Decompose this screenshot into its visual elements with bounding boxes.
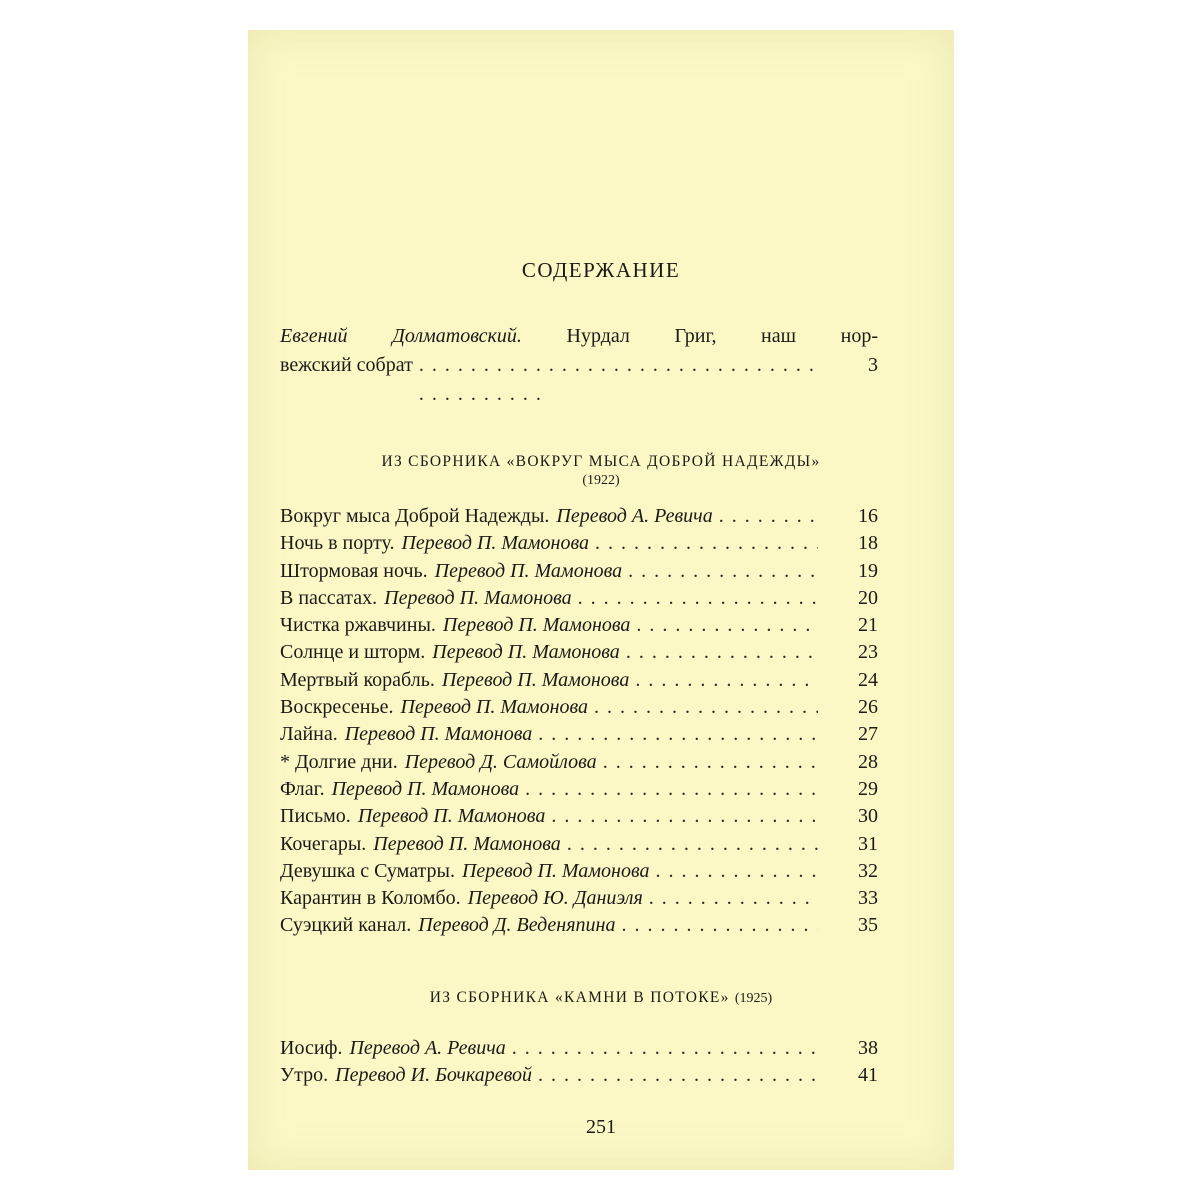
dot-leader bbox=[538, 1062, 818, 1089]
section-year-2: (1925) bbox=[734, 991, 773, 1006]
entry-translator: Перевод П. Мамонова bbox=[373, 832, 561, 855]
dot-leader bbox=[628, 558, 818, 585]
entry-page-number: 21 bbox=[858, 614, 878, 637]
book-page bbox=[248, 30, 954, 1170]
toc-entry bbox=[280, 749, 878, 776]
entry-title: Суэцкий канал. bbox=[280, 914, 412, 937]
entry-page-number: 24 bbox=[858, 668, 878, 691]
entry-title: Воскресенье. bbox=[280, 696, 394, 719]
toc-entry bbox=[280, 1062, 878, 1089]
dot-leader bbox=[419, 351, 818, 409]
entry-title: Чистка ржавчины. bbox=[280, 614, 436, 637]
entry-title: Солнце и шторм. bbox=[280, 641, 426, 664]
toc-entry bbox=[280, 503, 878, 530]
toc-entry bbox=[280, 912, 878, 939]
entry-translator: Перевод П. Мамонова bbox=[432, 641, 620, 664]
entry-page-number: 27 bbox=[858, 723, 878, 746]
entry-translator: Перевод П. Мамонова bbox=[400, 696, 589, 719]
toc-list-1 bbox=[280, 503, 878, 940]
dot-leader bbox=[578, 585, 818, 612]
entry-translator: Перевод А. Ревича bbox=[349, 1037, 506, 1059]
entry-page-number: 32 bbox=[858, 859, 878, 882]
dot-leader bbox=[595, 530, 818, 557]
entry-page-number: 28 bbox=[858, 750, 878, 773]
dot-leader bbox=[656, 858, 818, 885]
entry-title: Карантин в Коломбо. bbox=[280, 887, 461, 910]
dot-leader bbox=[567, 831, 818, 858]
entry-title: Девушка с Суматры. bbox=[280, 859, 455, 882]
page-number: 251 bbox=[586, 1116, 616, 1138]
toc-entry bbox=[280, 639, 878, 666]
section-title: ИЗ СБОРНИКА «КАМНИ В ПОТОКЕ» bbox=[429, 989, 730, 1006]
entry-translator: Перевод П. Мамонова bbox=[357, 805, 546, 828]
toc-entry bbox=[280, 803, 878, 830]
dot-leader bbox=[636, 612, 818, 639]
entry-title: Флаг. bbox=[280, 777, 325, 800]
intro-entry-line2 bbox=[280, 351, 878, 409]
toc-entry bbox=[280, 585, 878, 612]
entry-translator: Перевод П. Мамонова bbox=[461, 859, 650, 882]
entry-translator: Перевод П. Мамонова bbox=[434, 559, 623, 582]
entry-translator: Перевод П. Мамонова bbox=[442, 614, 631, 637]
toc-entry bbox=[280, 530, 878, 557]
dot-leader bbox=[594, 694, 818, 721]
dot-leader bbox=[626, 639, 818, 666]
intro-page-number: 3 bbox=[868, 354, 878, 376]
entry-translator: Перевод П. Мамонова bbox=[441, 668, 630, 691]
entry-title: В пассатах. bbox=[280, 586, 378, 609]
section-heading-1: ИЗ СБОРНИКА «ВОКРУГ МЫСА ДОБРОЙ НАДЕЖДЫ» bbox=[381, 453, 821, 470]
toc-entry bbox=[280, 558, 878, 585]
dot-leader bbox=[551, 803, 818, 830]
entry-page-number: 16 bbox=[858, 505, 878, 527]
entry-page-number: 31 bbox=[858, 832, 878, 855]
entry-title: Письмо. bbox=[280, 805, 351, 828]
entry-title: Лайна. bbox=[280, 723, 338, 746]
dot-leader bbox=[621, 912, 818, 939]
entry-title: Мертвый корабль. bbox=[280, 668, 435, 691]
intro-title-part1: Нурдал Григ, наш нор- bbox=[566, 325, 879, 347]
section-year-1: (1922) bbox=[582, 473, 620, 488]
entry-page-number: 29 bbox=[858, 777, 878, 800]
toc-entry bbox=[280, 721, 878, 748]
entry-translator: Перевод П. Мамонова bbox=[344, 723, 533, 746]
entry-translator: Перевод П. Мамонова bbox=[401, 532, 589, 555]
entry-title: Штормовая ночь. bbox=[280, 559, 428, 582]
dot-leader bbox=[525, 776, 818, 803]
entry-title: Вокруг мыса Доброй Надежды. bbox=[280, 505, 550, 527]
entry-title: Иосиф. bbox=[280, 1037, 343, 1059]
dot-leader bbox=[603, 749, 818, 776]
section-heading-2 bbox=[248, 989, 954, 1007]
intro-author: Евгений Долматовский. bbox=[280, 325, 522, 347]
entry-page-number: 35 bbox=[858, 914, 878, 937]
toc-entry bbox=[280, 667, 878, 694]
entry-translator: Перевод Д. Самойлова bbox=[404, 750, 597, 773]
dot-leader bbox=[512, 1035, 818, 1062]
entry-page-number: 26 bbox=[858, 696, 878, 719]
entry-page-number: 38 bbox=[858, 1037, 878, 1059]
toc-list-2 bbox=[280, 1035, 878, 1090]
entry-title: Утро. bbox=[280, 1064, 329, 1087]
toc-entry bbox=[280, 885, 878, 912]
entry-translator: Перевод И. Бочкаревой bbox=[335, 1064, 533, 1087]
entry-translator: Перевод А. Ревича bbox=[556, 505, 713, 527]
entry-translator: Перевод Д. Веденяпина bbox=[418, 914, 616, 937]
entry-page-number: 41 bbox=[858, 1064, 878, 1087]
entry-translator: Перевод П. Мамонова bbox=[384, 586, 572, 609]
entry-page-number: 19 bbox=[858, 559, 878, 582]
toc-entry bbox=[280, 858, 878, 885]
entry-page-number: 33 bbox=[858, 887, 878, 910]
entry-page-number: 18 bbox=[858, 532, 878, 555]
toc-entry bbox=[280, 1035, 878, 1062]
entry-page-number: 23 bbox=[858, 641, 878, 664]
intro-entry-line1 bbox=[280, 322, 878, 351]
toc-entry bbox=[280, 831, 878, 858]
toc-entry bbox=[280, 776, 878, 803]
entry-page-number: 30 bbox=[858, 805, 878, 828]
entry-page-number: 20 bbox=[858, 586, 878, 609]
dot-leader bbox=[649, 885, 818, 912]
entry-title: Ночь в порту. bbox=[280, 532, 395, 555]
dot-leader bbox=[719, 503, 818, 530]
dot-leader bbox=[635, 667, 818, 694]
entry-translator: Перевод Ю. Даниэля bbox=[467, 887, 643, 910]
toc-entry bbox=[280, 694, 878, 721]
intro-title-part2: вежский собрат bbox=[280, 354, 413, 376]
entry-title: * Долгие дни. bbox=[280, 750, 398, 773]
toc-entry bbox=[280, 612, 878, 639]
contents-heading: СОДЕРЖАНИЕ bbox=[521, 258, 681, 282]
entry-title: Кочегары. bbox=[280, 832, 367, 855]
entry-translator: Перевод П. Мамонова bbox=[331, 777, 520, 800]
dot-leader bbox=[538, 721, 818, 748]
